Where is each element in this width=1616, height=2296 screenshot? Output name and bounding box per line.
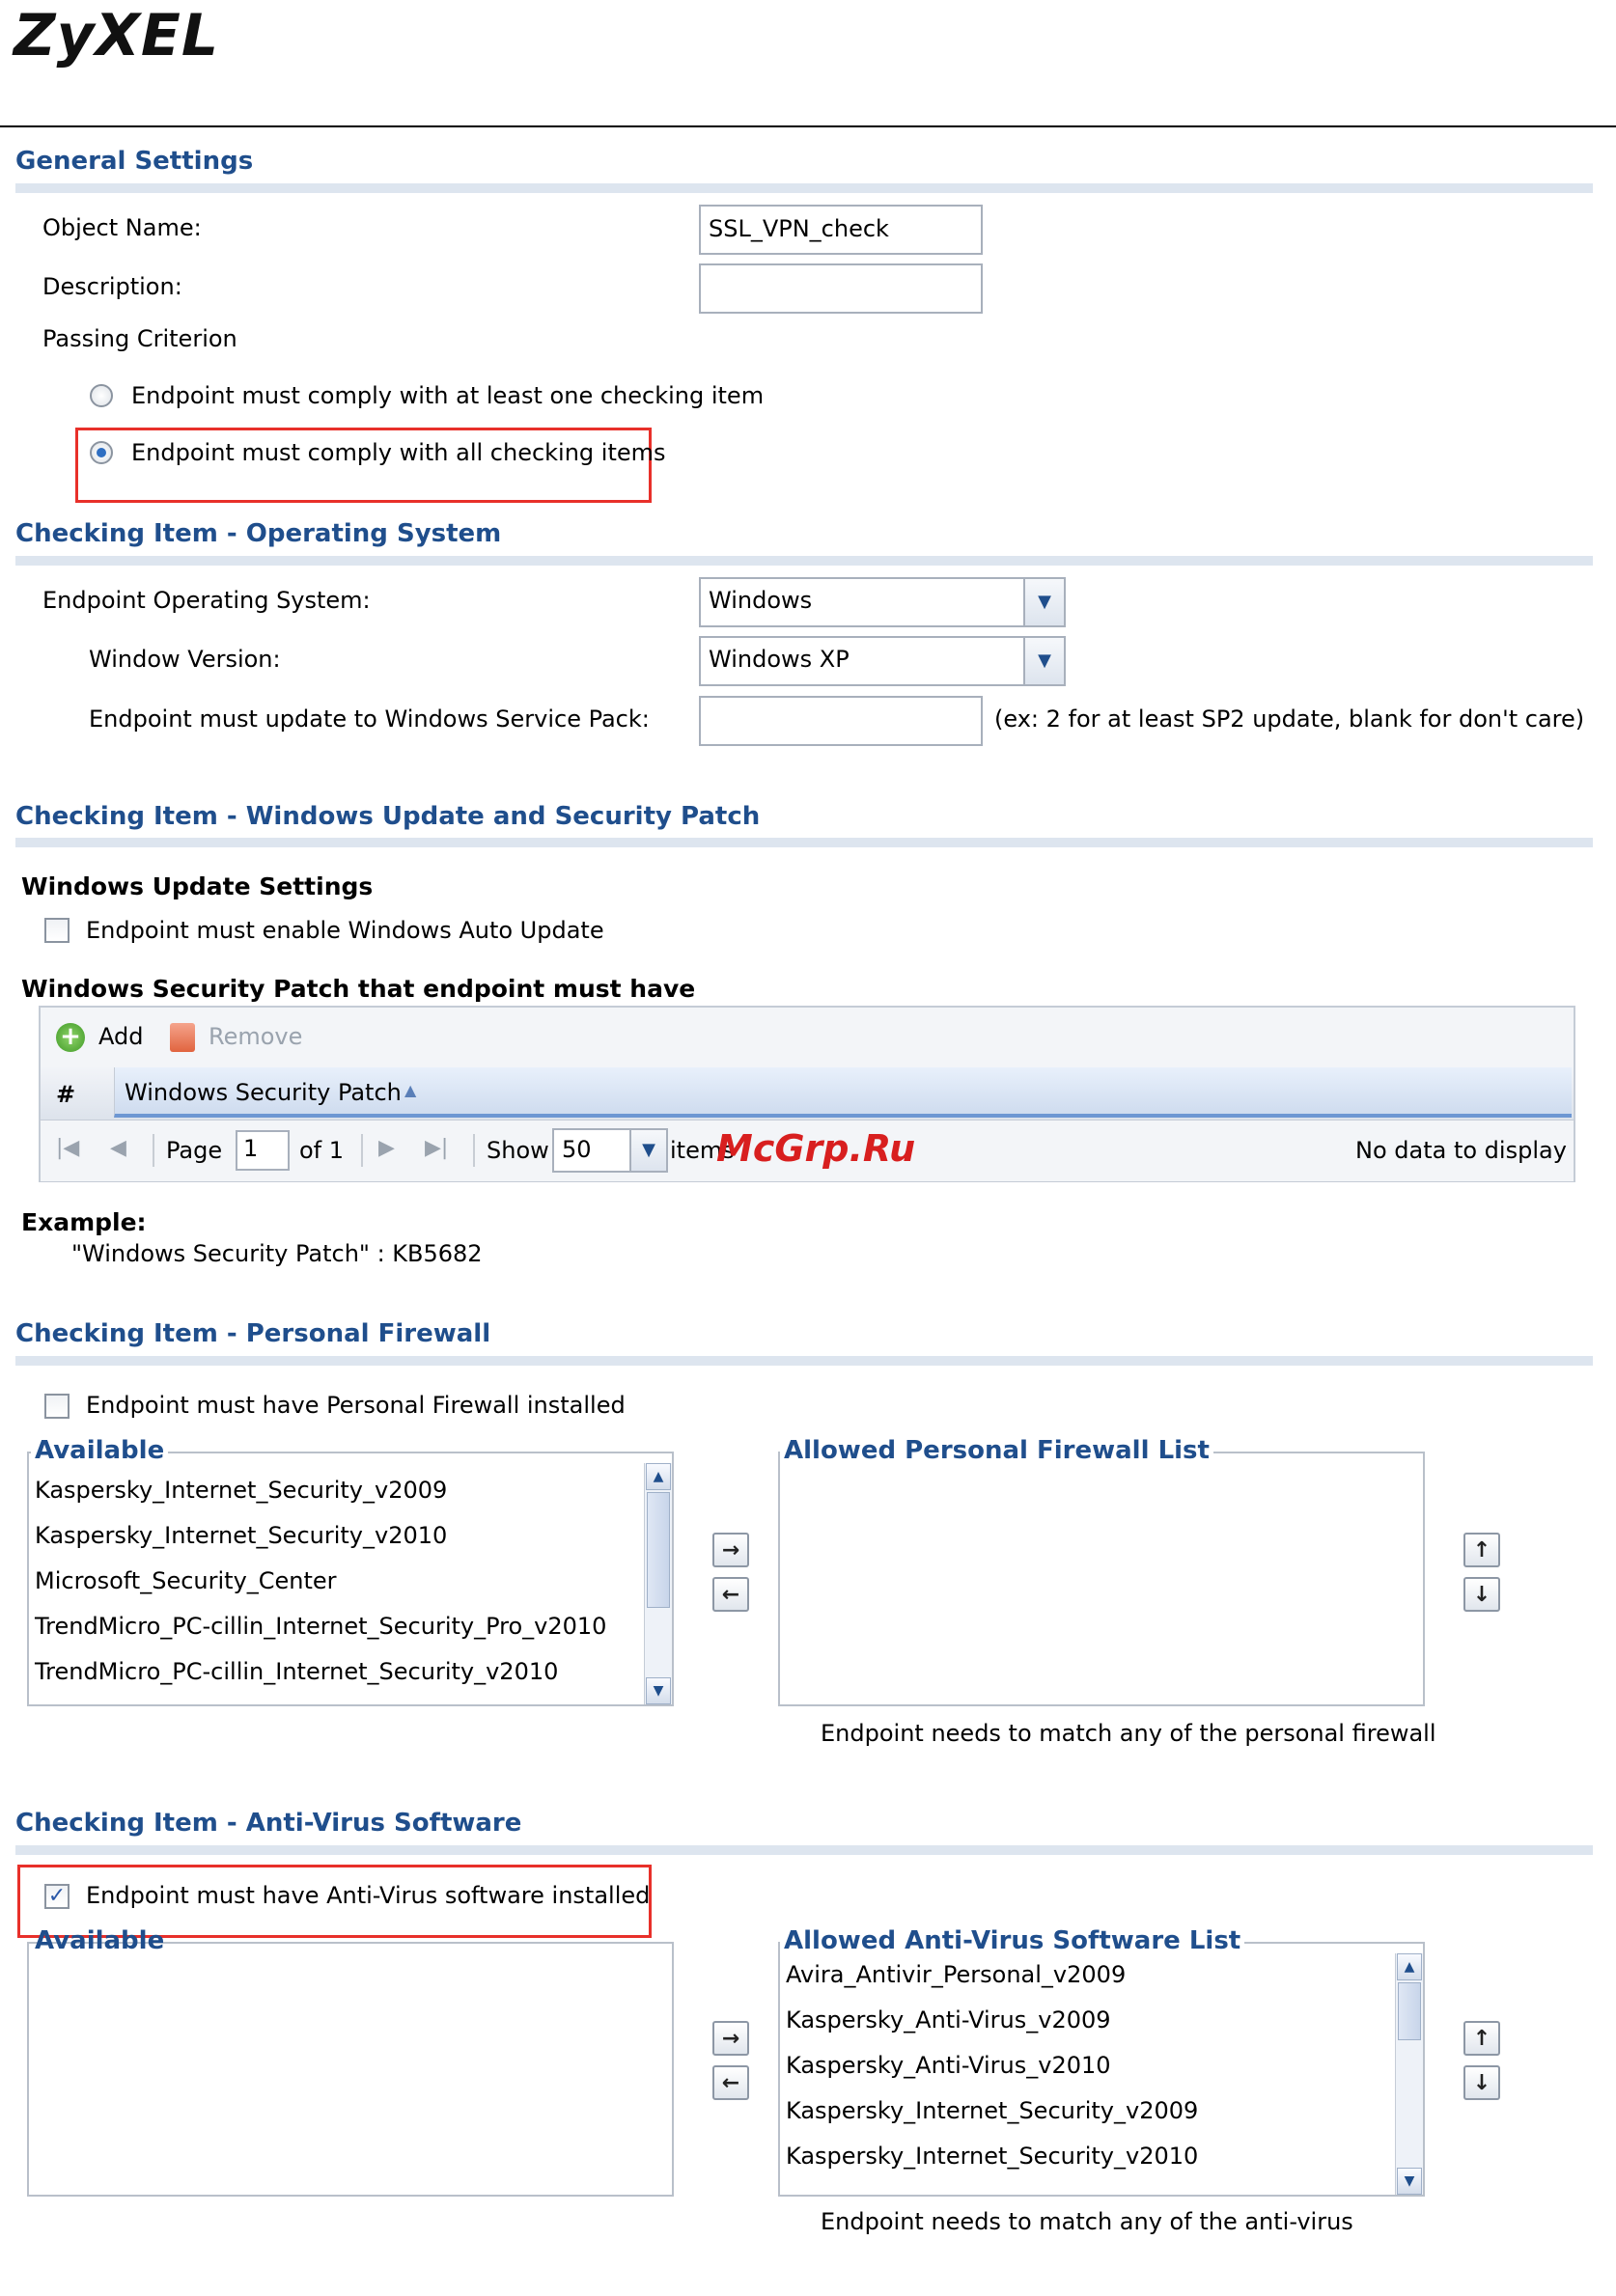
- pager-separator: [361, 1134, 363, 1167]
- firewall-checkbox-label: Endpoint must have Personal Firewall installed: [86, 1392, 626, 1419]
- service-pack-label: Endpoint must update to Windows Service Pack:: [89, 705, 650, 733]
- list-item[interactable]: Kaspersky_Internet_Security_v2010: [35, 1522, 448, 1549]
- no-data-label: No data to display: [1355, 1137, 1567, 1164]
- service-pack-hint: (ex: 2 for at least SP2 update, blank for don't care): [994, 705, 1585, 733]
- update-section-title: Checking Item - Windows Update and Security Patch: [15, 802, 761, 831]
- antivirus-available-list[interactable]: [27, 1942, 674, 2197]
- firewall-available-list[interactable]: [27, 1452, 674, 1706]
- window-version-select[interactable]: [699, 636, 1066, 686]
- sort-asc-icon: ▲: [404, 1081, 417, 1099]
- radio-at-least-one-label: Endpoint must comply with at least one checking item: [131, 382, 765, 409]
- firewall-allowed-list[interactable]: [778, 1452, 1425, 1706]
- windows-update-settings-header: Windows Update Settings: [21, 872, 374, 900]
- chevron-down-icon[interactable]: ▼: [629, 1130, 666, 1171]
- radio-all-items-label: Endpoint must comply with all checking items: [131, 439, 666, 466]
- scroll-up-icon[interactable]: ▲: [646, 1463, 671, 1490]
- list-item[interactable]: Kaspersky_Anti-Virus_v2009: [786, 2006, 1111, 2033]
- antivirus-available-legend: Available: [35, 1926, 165, 1955]
- items-label: items: [670, 1137, 735, 1164]
- page-input[interactable]: 1: [236, 1130, 290, 1171]
- chevron-down-icon[interactable]: ▼: [1023, 638, 1064, 684]
- scroll-thumb[interactable]: [647, 1492, 670, 1608]
- watermark: McGrp.Ru: [716, 1127, 916, 1170]
- header-divider: [0, 125, 1616, 127]
- firewall-allowed-legend: Allowed Personal Firewall List: [780, 1436, 1213, 1465]
- move-right-icon[interactable]: →: [712, 1533, 749, 1567]
- move-up-icon[interactable]: ↑: [1463, 2021, 1500, 2056]
- move-left-icon[interactable]: ←: [712, 1577, 749, 1612]
- antivirus-allowed-list[interactable]: [778, 1942, 1425, 2197]
- firewall-available-legend: Available: [31, 1436, 168, 1465]
- move-right-icon[interactable]: →: [712, 2021, 749, 2056]
- scroll-down-icon[interactable]: ▼: [1397, 2168, 1422, 2195]
- description-label: Description:: [42, 273, 182, 300]
- last-page-icon[interactable]: ▶|: [425, 1136, 449, 1160]
- add-icon[interactable]: +: [56, 1023, 85, 1052]
- section-bar: [15, 556, 1593, 566]
- antivirus-section-title: Checking Item - Anti-Virus Software: [15, 1809, 522, 1838]
- object-name-label: Object Name:: [42, 214, 202, 241]
- first-page-icon[interactable]: |◀: [56, 1136, 80, 1160]
- endpoint-os-select[interactable]: [699, 577, 1066, 627]
- scroll-up-icon[interactable]: ▲: [1397, 1953, 1422, 1980]
- security-patch-header: Windows Security Patch that endpoint must have: [21, 975, 696, 1003]
- pager-separator: [153, 1134, 154, 1167]
- scroll-thumb[interactable]: [1398, 1982, 1421, 2040]
- remove-button[interactable]: Remove: [209, 1023, 303, 1050]
- pager-separator: [473, 1134, 475, 1167]
- list-item[interactable]: Avira_Antivir_Personal_v2009: [786, 1961, 1127, 1988]
- move-down-icon[interactable]: ↓: [1463, 2065, 1500, 2100]
- vertical-scrollbar[interactable]: [1395, 1953, 1423, 2195]
- prev-page-icon[interactable]: ◀: [110, 1136, 126, 1160]
- object-name-input[interactable]: SSL_VPN_check: [699, 205, 983, 255]
- show-label: Show: [487, 1137, 549, 1164]
- firewall-checkbox[interactable]: [44, 1394, 70, 1419]
- scroll-down-icon[interactable]: ▼: [646, 1677, 671, 1704]
- antivirus-allowed-legend: Allowed Anti-Virus Software List: [780, 1926, 1244, 1955]
- add-button[interactable]: Add: [98, 1023, 144, 1050]
- description-input[interactable]: [699, 263, 983, 314]
- section-bar: [15, 183, 1593, 193]
- next-page-icon[interactable]: ▶: [378, 1136, 395, 1160]
- antivirus-checkbox-label: Endpoint must have Anti-Virus software installed: [86, 1882, 651, 1909]
- vertical-scrollbar[interactable]: [644, 1463, 672, 1704]
- firewall-section-title: Checking Item - Personal Firewall: [15, 1319, 491, 1348]
- list-item[interactable]: TrendMicro_PC-cillin_Internet_Security_v2010: [35, 1658, 559, 1685]
- general-settings-title: General Settings: [15, 147, 254, 176]
- grid-header: [41, 1067, 1574, 1120]
- list-item[interactable]: Kaspersky_Internet_Security_v2009: [35, 1477, 448, 1504]
- move-left-icon[interactable]: ←: [712, 2065, 749, 2100]
- endpoint-os-value: Windows: [709, 587, 813, 614]
- col-patch-label: Windows Security Patch: [125, 1079, 402, 1106]
- window-version-label: Window Version:: [89, 646, 281, 673]
- os-section-title: Checking Item - Operating System: [15, 519, 502, 548]
- chevron-down-icon[interactable]: ▼: [1023, 579, 1064, 625]
- antivirus-checkbox[interactable]: ✓: [44, 1884, 70, 1909]
- zyxel-logo: ZyXEL: [14, 2, 220, 69]
- move-up-icon[interactable]: ↑: [1463, 1533, 1500, 1567]
- trash-icon[interactable]: [170, 1023, 195, 1052]
- firewall-note: Endpoint needs to match any of the personal firewall: [821, 1720, 1436, 1747]
- radio-all-items[interactable]: [90, 441, 113, 464]
- grid-toolbar: [41, 1008, 1574, 1068]
- radio-at-least-one[interactable]: [90, 384, 113, 407]
- col-index[interactable]: #: [56, 1081, 76, 1108]
- example-text: "Windows Security Patch" : KB5682: [71, 1240, 483, 1267]
- endpoint-os-label: Endpoint Operating System:: [42, 587, 371, 614]
- page-size-value: 50: [562, 1136, 592, 1163]
- page-size-select[interactable]: [552, 1128, 668, 1173]
- antivirus-note: Endpoint needs to match any of the anti-virus: [821, 2208, 1353, 2235]
- window-version-value: Windows XP: [709, 646, 850, 673]
- section-bar: [15, 1356, 1593, 1366]
- service-pack-input[interactable]: [699, 696, 983, 746]
- of-pages-label: of 1: [299, 1137, 345, 1164]
- list-item[interactable]: Kaspersky_Internet_Security_v2009: [786, 2097, 1199, 2124]
- section-bar: [15, 838, 1593, 847]
- move-down-icon[interactable]: ↓: [1463, 1577, 1500, 1612]
- section-bar: [15, 1845, 1593, 1855]
- example-label: Example:: [21, 1208, 147, 1236]
- auto-update-label: Endpoint must enable Windows Auto Update: [86, 917, 604, 944]
- list-item[interactable]: Microsoft_Security_Center: [35, 1567, 337, 1594]
- passing-criterion-label: Passing Criterion: [42, 325, 237, 352]
- list-item[interactable]: TrendMicro_PC-cillin_Internet_Security_Pro_v2010: [35, 1613, 607, 1640]
- list-item[interactable]: Kaspersky_Anti-Virus_v2010: [786, 2052, 1111, 2079]
- auto-update-checkbox[interactable]: [44, 918, 70, 943]
- list-item[interactable]: Kaspersky_Internet_Security_v2010: [786, 2143, 1199, 2170]
- page-label: Page: [166, 1137, 223, 1164]
- col-patch-header[interactable]: [114, 1067, 1572, 1118]
